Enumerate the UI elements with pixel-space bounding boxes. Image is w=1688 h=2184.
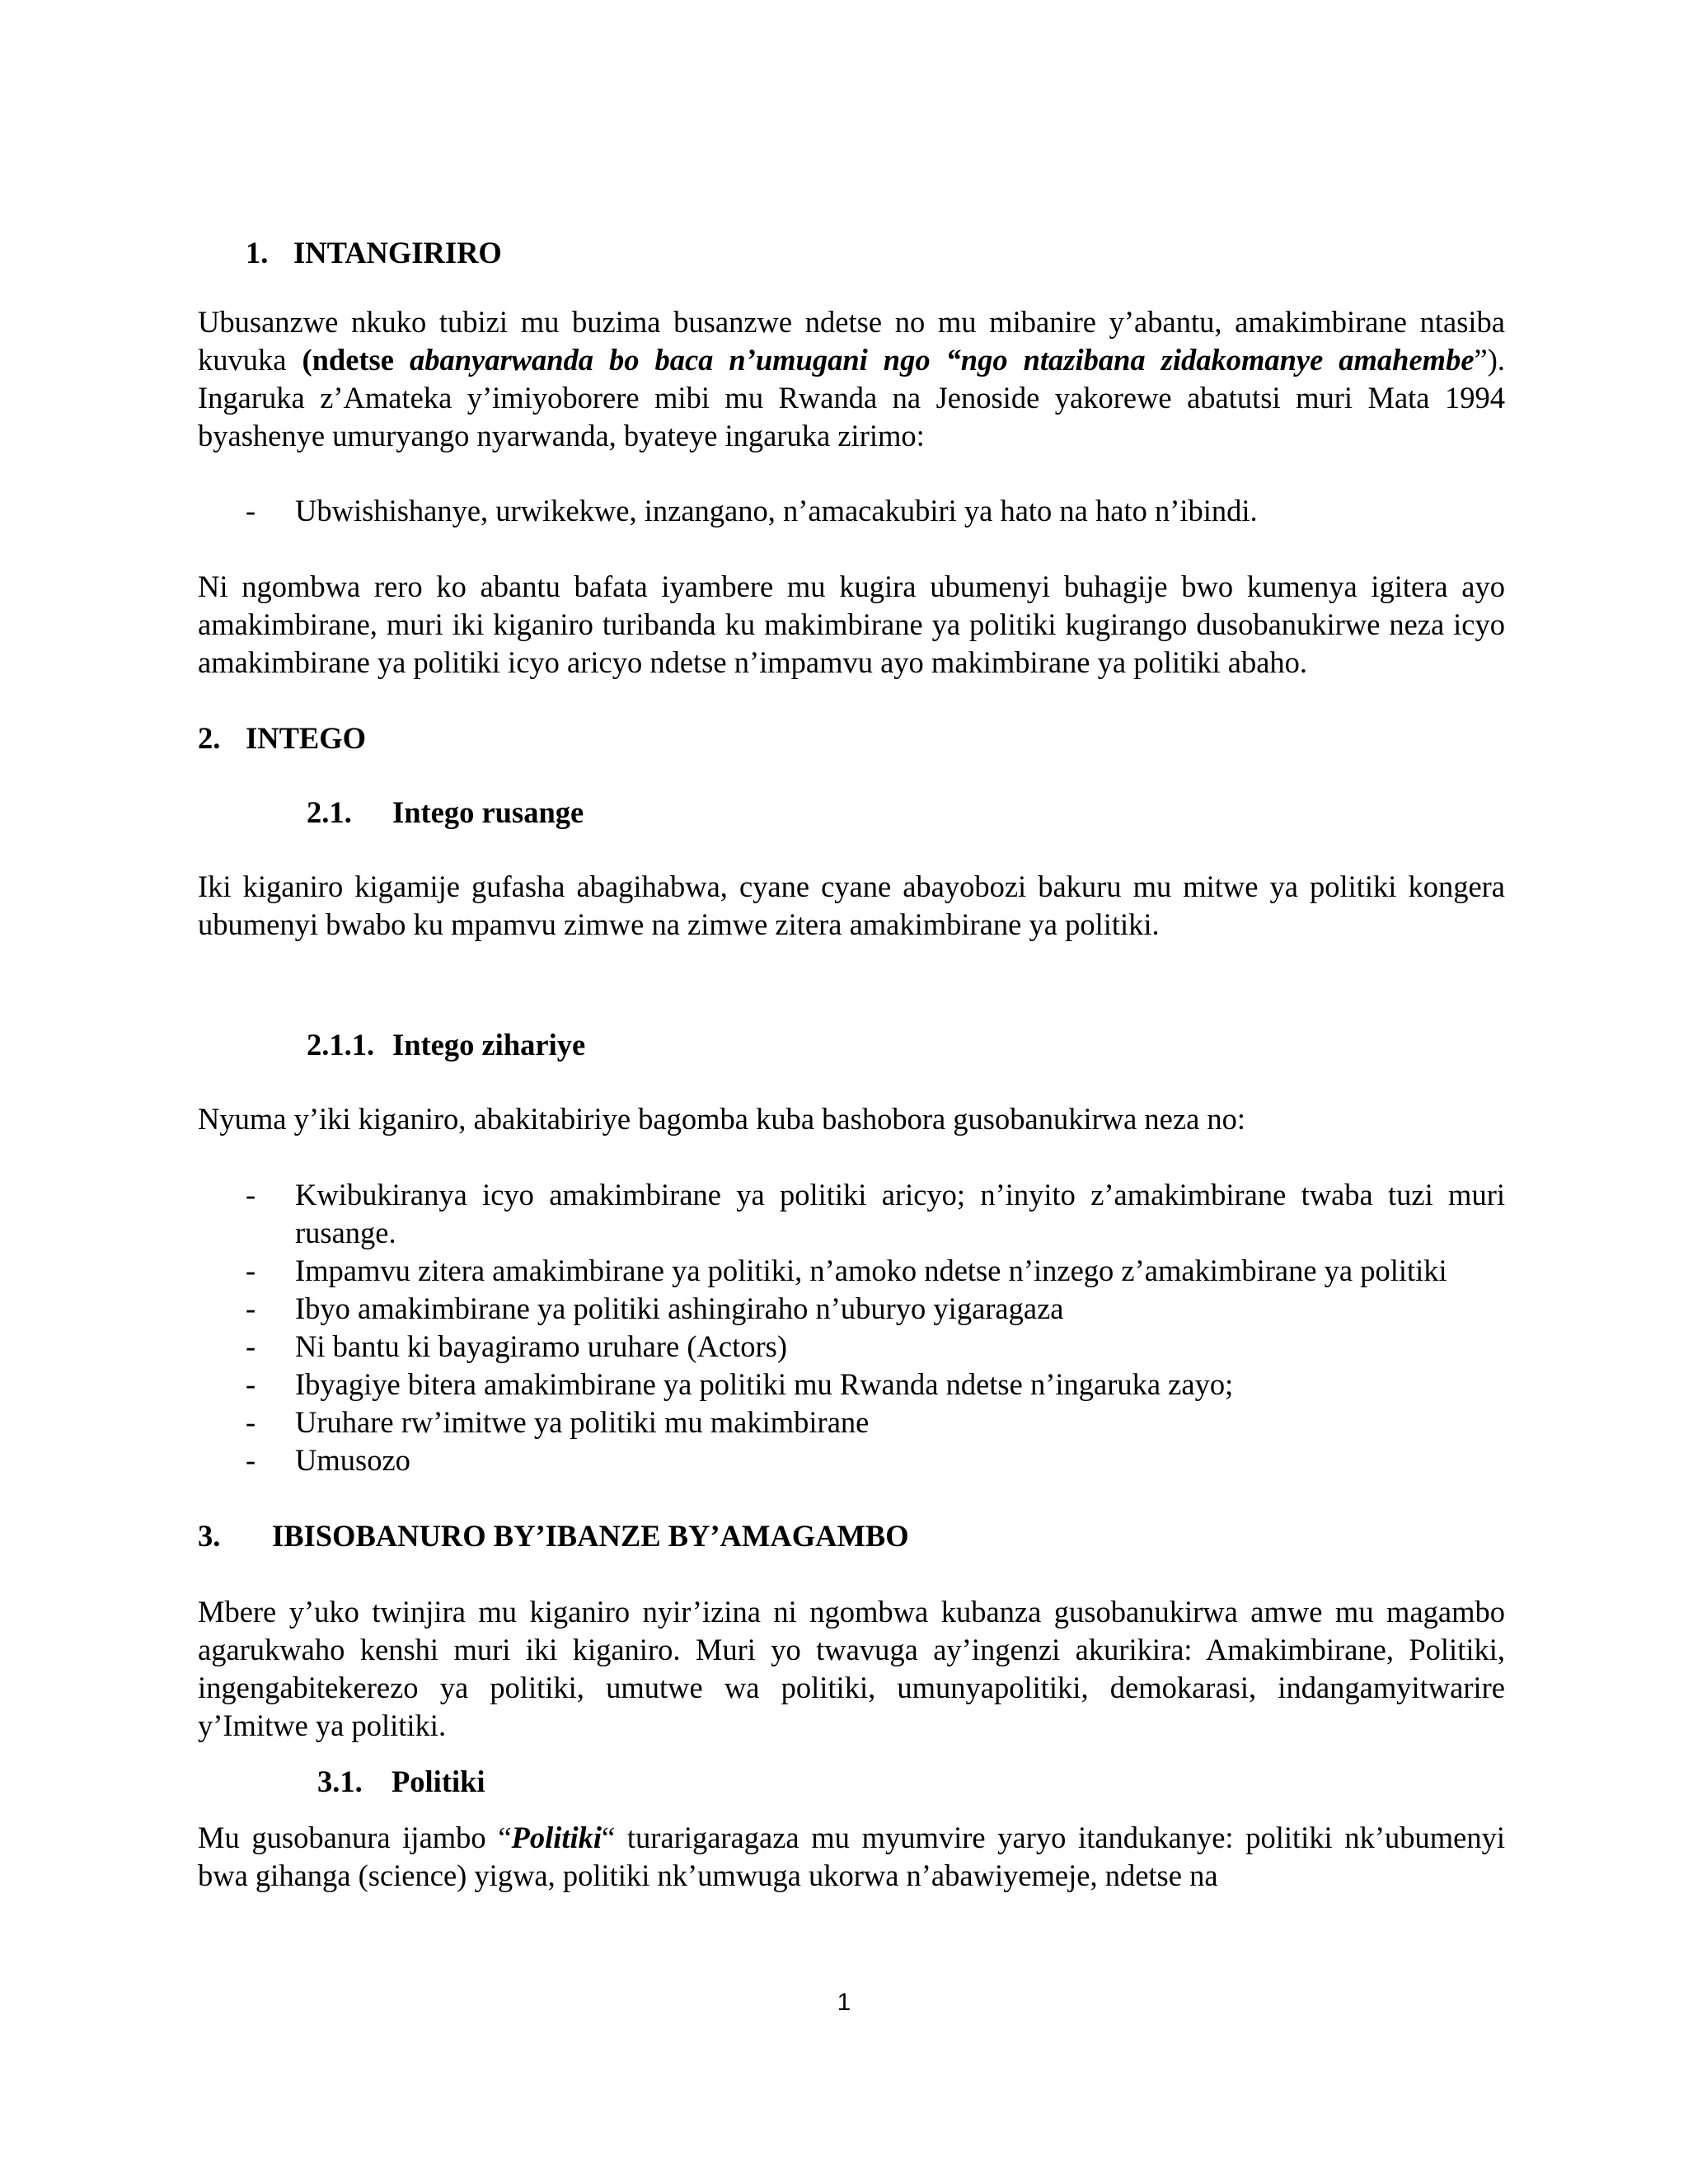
section-1-title: INTANGIRIRO <box>293 236 502 269</box>
section-2-1-1-number: 2.1.1. <box>307 1028 375 1062</box>
list-item: - Ibyo amakimbirane ya politiki ashingiraho n’uburyo yigaragaza <box>198 1290 1505 1328</box>
section-2-heading <box>198 719 1505 757</box>
section-3-title: IBISOBANURO BY’IBANZE BY’AMAGAMBO <box>272 1519 909 1553</box>
page-number: 1 <box>837 1989 851 2016</box>
section-2-number: 2. <box>198 721 221 755</box>
section-3-1-number: 3.1. <box>317 1765 363 1798</box>
section-3-heading <box>198 1517 1505 1555</box>
dash-bullet-icon: - <box>246 1254 256 1287</box>
politiki-term: Politiki <box>511 1821 603 1854</box>
section-2-1-1-title: Intego zihariye <box>392 1028 586 1062</box>
list-item: - Ni bantu ki bayagiramo uruhare (Actors) <box>198 1328 1505 1366</box>
section-1-p1-text-a: Ubusanzwe nkuko tubizi mu buzima busanzwe ndetse no mu mibanire y’abantu, amakimbirane ntasiba kuvuka <box>198 305 1505 377</box>
list-item: - Umusozo <box>198 1441 1505 1479</box>
section-2-title: INTEGO <box>246 721 367 755</box>
section-1-p1-bold-italic: abanyarwanda bo baca n’umugani ngo “ngo ntazibana zidakomanye amahembe <box>409 343 1475 377</box>
dash-bullet-icon: - <box>246 1405 256 1439</box>
section-2-1-paragraph: Iki kiganiro kigamije gufasha abagihabwa, cyane cyane abayobozi bakuru mu mitwe ya politiki kongera ubumenyi bwabo ku mpamvu zimwe na zimwe zitera amakimbirane ya politiki. <box>198 869 1505 941</box>
section-1-paragraph-1 <box>198 303 1505 455</box>
section-1-heading <box>198 234 1505 272</box>
section-3-1-title: Politiki <box>392 1765 485 1798</box>
list-item: - Ubwishishanye, urwikekwe, inzangano, n’amacakubiri ya hato na hato n’ibindi. <box>198 492 1505 530</box>
dash-bullet-icon: - <box>246 1291 256 1325</box>
section-2-1-title: Intego rusange <box>392 795 584 829</box>
dash-bullet-icon: - <box>246 1329 256 1363</box>
section-1-paragraph-2: Ni ngombwa rero ko abantu bafata iyambere mu kugira ubumenyi buhagije bwo kumenya igitera ayo amakimbirane, muri iki kiganiro turibanda ku makimbirane ya politiki kugirango dusobanukirwe neza icyo amakimbirane ya politiki icyo aricyo ndetse n’impamvu ayo makimbirane ya politiki abaho. <box>198 569 1505 679</box>
section-2-1-number: 2.1. <box>307 795 352 829</box>
page-content <box>198 234 1505 1932</box>
section-3-1-heading <box>198 1763 1505 1801</box>
list-item: - Uruhare rw’imitwe ya politiki mu makimbirane <box>198 1404 1505 1441</box>
dash-bullet-icon: - <box>246 494 256 527</box>
section-2-1-heading <box>198 794 1505 832</box>
section-3-number: 3. <box>198 1519 221 1553</box>
section-1-p1-text-d: ”). Ingaruka z’Amateka y’imiyoborere mibi mu Rwanda na Jenoside yakorewe abatutsi muri Mata 1994 byashenye umuryango nyarwanda, byateye ingaruka zirimo: <box>198 343 1506 452</box>
list-item: - Ibyagiye bitera amakimbirane ya politiki mu Rwanda ndetse n’ingaruka zayo; <box>198 1366 1505 1404</box>
section-2-1-1-heading <box>198 1026 1505 1064</box>
section-3-paragraph-1: Mbere y’uko twinjira mu kiganiro nyir’izina ni ngombwa kubanza gusobanukirwa amwe mu magambo agarukwaho kenshi muri iki kiganiro. Muri yo twavuga ay’ingenzi akurikira: Amakimbirane, Politiki, ingengabitekerezo ya politiki, umutwe wa politiki, umunyapolitiki, demokarasi, indangamyitwarire y’Imitwe ya politiki. <box>198 1595 1505 1742</box>
dash-bullet-icon: - <box>246 1367 256 1401</box>
section-1-number: 1. <box>246 236 269 269</box>
objectives-list <box>198 1176 1505 1479</box>
section-2-1-1-intro: Nyuma y’iki kiganiro, abakitabiriye bagomba kuba bashobora gusobanukirwa neza no: <box>198 1102 1246 1136</box>
dash-bullet-icon: - <box>246 1178 256 1212</box>
section-1-p1-bold: (ndetse <box>302 343 410 377</box>
dash-bullet-icon: - <box>246 1443 256 1477</box>
list-item: - Kwibukiranya icyo amakimbirane ya politiki aricyo; n’inyito z’amakimbirane twaba tuzi muri rusange. <box>246 1178 1505 1249</box>
section-1-bullet-list <box>198 492 1505 530</box>
section-3-1-paragraph: Mu gusobanura ijambo “Politiki“ turarigaragaza mu myumvire yaryo itandukanye: politiki nk’ubumenyi bwa gihanga (science) yigwa, politiki nk’umwuga ukorwa n’abawiyemeje, ndetse na <box>198 1821 1505 1892</box>
list-item: - Impamvu zitera amakimbirane ya politiki, n’amoko ndetse n’inzego z’amakimbirane ya politiki <box>198 1252 1505 1290</box>
